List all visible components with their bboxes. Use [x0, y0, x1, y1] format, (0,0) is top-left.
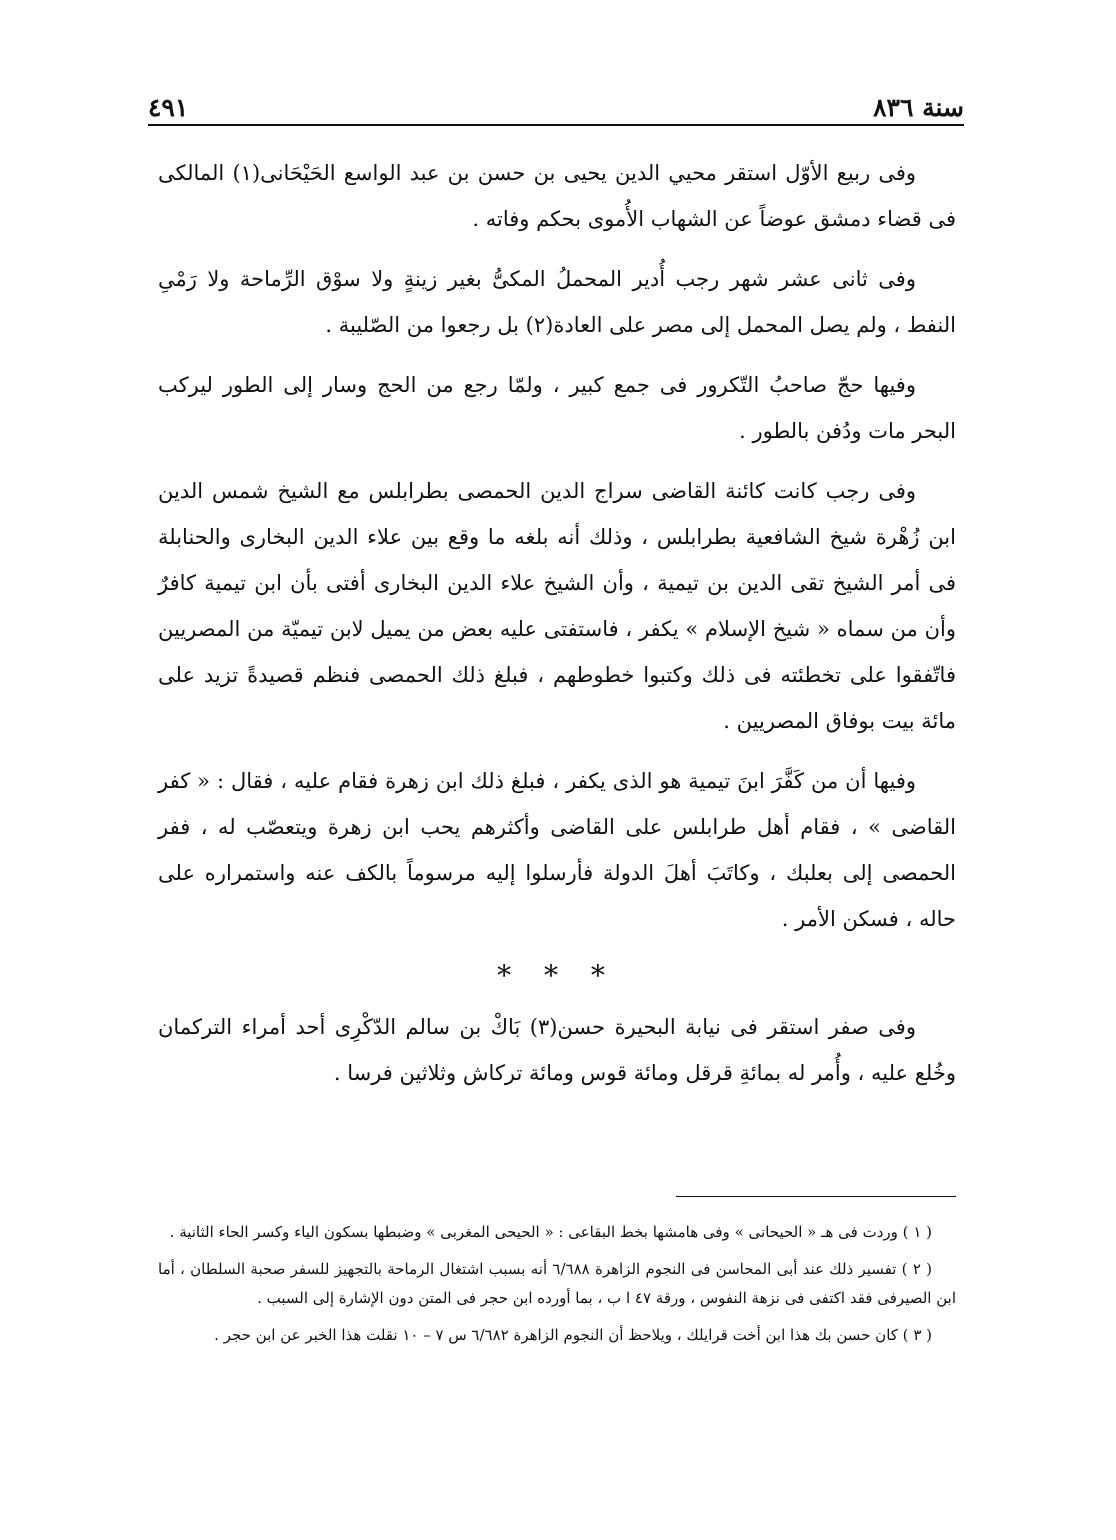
- footnote: ( ٢ ) تفسير ذلك عند أبى المحاسن فى النجوم الزاهرة ٦/٦٨٨ أنه بسبب اشتغال الرماحة بالتجهيز للسفر صحبة السلطان ، أما ابن الصيرفى فقد اكتفى فى نزهة النفوس ، ورقة ٤٧ ا ب ، بما أورده ابن حجر فى المتن دون الإشارة إلى السبب .: [158, 1260, 956, 1307]
- footnote: ( ١ ) وردت فى هـ « الحيحانى » وفى هامشها بخط البقاعى : « الحيحى المغربى » وضبطها بسكون الياء وكسر الحاء الثانية .: [169, 1223, 932, 1241]
- running-title: سنة ٨٣٦: [873, 93, 964, 122]
- page-header: [148, 80, 964, 122]
- paragraph: وفيها حجّ صاحبُ التّكرور فى جمع كبير ، ولمّا رجع من الحج وسار إلى الطور ليركب البحر مات ودُفن بالطور .: [158, 373, 956, 443]
- paragraph: وفى صفر استقر فى نيابة البحيرة حسن(٣) بَاكْ بن سالم الدّكْرِى أحد أمراء التركمان وخُلع عليه ، وأُمر له بمائةِ قرقل ومائة قوس ومائة تركاش وثلاثين فرسا .: [158, 1015, 956, 1085]
- paragraph: وفى ثانى عشر شهر رجب أُدير المحملُ المكىُّ بغير زينةٍ ولا سوْق الرِّماحة ولا رَمْىِ النفط ، ولم يصل المحمل إلى مصر على العادة(٢) بل رجعوا من الصّليبة .: [158, 267, 956, 337]
- footnotes: [158, 1218, 956, 1358]
- paragraph: وفى ربيع الأوّل استقر محيي الدين يحيى بن حسن بن عبد الواسع الحَيْحَانى(١) المالكى فى قضاء دمشق عوضاً عن الشهاب الأُموى بحكم وفاته .: [158, 161, 956, 231]
- main-text: [158, 150, 956, 1110]
- page-number: ٤٩١: [148, 93, 189, 122]
- header-rule: [148, 124, 964, 126]
- paragraph: وفى رجب كانت كائنة القاضى سراج الدين الحمصى بطرابلس مع الشيخ شمس الدين ابن زُهْرة شيخ الشافعية بطرابلس ، وذلك أنه بلغه ما وقع بين علاء الدين البخارى والحنابلة فى أمر الشيخ تقى الدين بن تيمية ، وأن الشيخ علاء الدين البخارى أفتى بأن ابن تيمية كافرٌ وأن من سماه « شيخ الإسلام » يكفر ، فاستفتى عليه بعض من يميل لابن تيميّة من المصريين فاتّفقوا على تخطئته فى ذلك وكتبوا خطوطهم ، فبلغ ذلك الحمصى فنظم قصيدةً تزيد على مائة بيت بوفاق المصريين .: [158, 479, 956, 733]
- footnote: ( ٣ ) كان حسن بك هذا ابن أخت قرايلك ، ويلاحظ أن النجوم الزاهرة ٦/٦٨٢ س ٧ – ١٠ نقلت هذا الخبر عن ابن حجر .: [214, 1326, 932, 1344]
- paragraph: وفيها أن من كَفَّرَ ابنَ تيمية هو الذى يكفر ، فبلغ ذلك ابن زهرة فقام عليه ، فقال : « كفر القاضى » ، فقام أهل طرابلس على القاضى وأكثرهم يحب ابن زهرة ويتعصّب له ، ففر الحمصى إلى بعلبك ، وكاتَبَ أهلَ الدولة فأرسلوا إليه مرسوماً بالكف عنه واستمراره على حاله ، فسكن الأمر .: [158, 769, 956, 931]
- section-separator: * * *: [497, 959, 617, 992]
- footnote-rule: [676, 1196, 956, 1197]
